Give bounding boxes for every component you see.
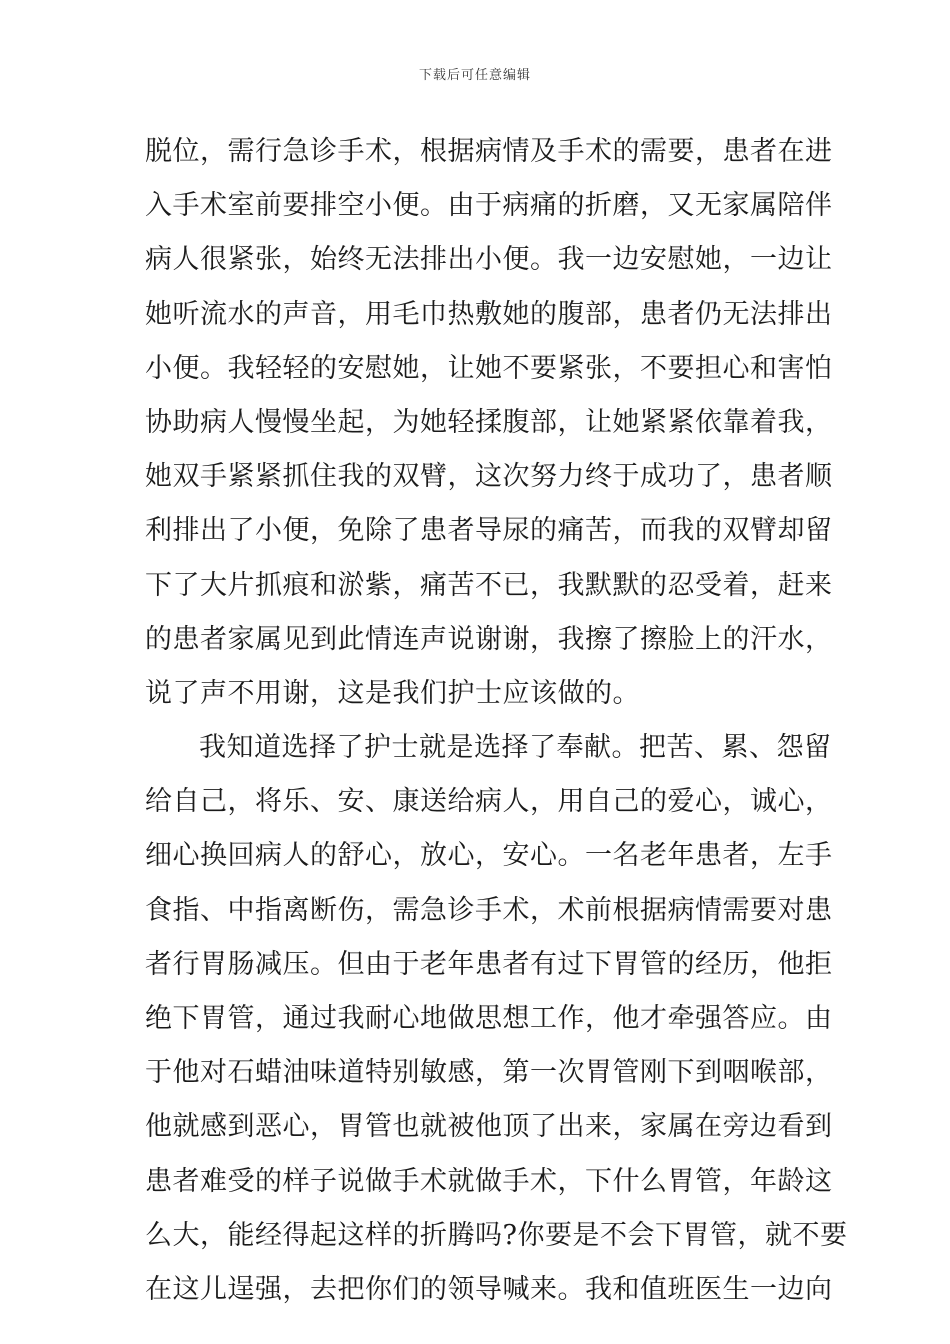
text-line: 在这儿逞强，去把你们的领导喊来。我和值班医生一边向 <box>145 1273 833 1305</box>
text-line: 患者难受的样子说做手术就做手术，下什么胃管，年龄这 <box>145 1165 833 1197</box>
text-line: 她双手紧紧抓住我的双臂，这次努力终于成功了，患者顺 <box>145 461 833 493</box>
body-text <box>145 125 848 1317</box>
text-line: 病人很紧张，始终无法排出小便。我一边安慰她，一边让 <box>145 244 833 276</box>
paragraph-1 <box>145 125 833 721</box>
paragraph-2 <box>145 721 848 1317</box>
text-line: 说了声不用谢，这是我们护士应该做的。 <box>145 677 640 709</box>
header-note: 下载后可任意编辑 <box>418 68 531 83</box>
text-line: 入手术室前要排空小便。由于病痛的折磨，又无家属陪伴 <box>145 190 833 222</box>
text-line: 他就感到恶心，胃管也就被他顶了出来，家属在旁边看到 <box>145 1111 833 1143</box>
text-line: 细心换回病人的舒心，放心，安心。一名老年患者，左手 <box>145 840 833 872</box>
text-line: 绝下胃管，通过我耐心地做思想工作，他才牵强答应。由 <box>145 1003 833 1034</box>
text-line: 下了大片抓痕和淤紫，痛苦不已，我默默的忍受着，赶来 <box>145 569 833 601</box>
text-line: 脱位，需行急诊手术，根据病情及手术的需要，患者在进 <box>145 136 833 167</box>
text-line: 她听流水的声音，用毛巾热敷她的腹部，患者仍无法排出 <box>145 298 833 330</box>
text-line: 食指、中指离断伤，需急诊手术，术前根据病情需要对患 <box>145 894 833 926</box>
text-line: 我知道选择了护士就是选择了奉献。把苦、累、怨留 <box>199 732 832 764</box>
text-line: 的患者家属见到此情连声说谢谢，我擦了擦脸上的汗水， <box>145 623 833 655</box>
text-line: 协助病人慢慢坐起，为她轻揉腹部，让她紧紧依靠着我， <box>145 406 833 438</box>
text-line: 于他对石蜡油味道特别敏感，第一次胃管刚下到咽喉部， <box>145 1057 833 1089</box>
text-line: 给自己，将乐、安、康送给病人，用自己的爱心，诚心， <box>145 786 833 818</box>
text-line: 者行胃肠减压。但由于老年患者有过下胃管的经历，他拒 <box>145 948 833 980</box>
text-line: 小便。我轻轻的安慰她，让她不要紧张，不要担心和害怕 <box>145 352 833 384</box>
text-line: 么大，能经得起这样的折腾吗?你要是不会下胃管，就不要 <box>145 1219 848 1251</box>
text-line: 利排出了小便，免除了患者导尿的痛苦，而我的双臂却留 <box>145 515 833 547</box>
